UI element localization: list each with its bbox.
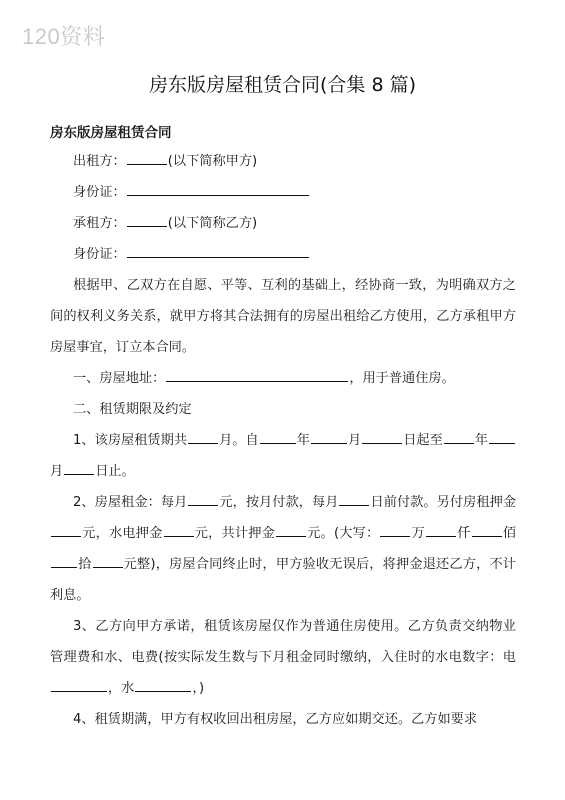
qian-blank[interactable] xyxy=(426,522,456,537)
address-blank[interactable] xyxy=(166,367,348,382)
id-line-2: 身份证： xyxy=(50,239,516,270)
id-blank-2[interactable] xyxy=(127,243,309,258)
watermark: 120资料 xyxy=(22,24,106,49)
lessee-line: 承租方： (以下简称乙方) xyxy=(50,208,516,239)
document-title: 房东版房屋租赁合同(合集 8 篇) xyxy=(149,74,416,96)
term-heading: 二、租赁期限及约定 xyxy=(73,402,192,417)
section-subtitle: 房东版房屋租赁合同 xyxy=(50,125,172,141)
clause-2: 2、房屋租金：每月 元，按月付款，每月 日前付款。另付房租押金元，水电押金 元，共计押金 元。(大写： 万 仟 佰拾 元整)，房屋合同终止时，甲方验收无误后，将押金退还乙方，不计利息。 xyxy=(50,487,516,611)
address-line: 一、房屋地址： ，用于普通住房。 xyxy=(50,363,516,394)
lessor-line: 出租方： (以下简称甲方) xyxy=(50,146,516,177)
months-blank[interactable] xyxy=(188,429,218,444)
lessee-blank[interactable] xyxy=(127,212,167,227)
bai-blank[interactable] xyxy=(472,522,502,537)
total-deposit-blank[interactable] xyxy=(276,522,306,537)
electric-blank[interactable] xyxy=(51,677,107,692)
document-body xyxy=(50,120,516,735)
rent-blank[interactable] xyxy=(188,491,218,506)
yuan-blank[interactable] xyxy=(93,553,123,568)
end-month-blank[interactable] xyxy=(489,429,515,444)
start-month-blank[interactable] xyxy=(311,429,347,444)
water-blank[interactable] xyxy=(135,677,191,692)
shi-blank[interactable] xyxy=(51,553,77,568)
pay-day-blank[interactable] xyxy=(339,491,369,506)
start-year-blank[interactable] xyxy=(260,429,296,444)
start-day-blank[interactable] xyxy=(362,429,402,444)
id-blank-1[interactable] xyxy=(127,181,309,196)
lessor-blank[interactable] xyxy=(127,150,167,165)
clause-4: 4、租赁期满，甲方有权收回出租房屋，乙方应如期交还。乙方如要求 xyxy=(73,712,478,727)
id-line-1: 身份证： xyxy=(50,177,516,208)
intro-paragraph: 根据甲、乙双方在自愿、平等、互利的基础上，经协商一致，为明确双方之间的权利义务关系，就甲方将其合法拥有的房屋出租给乙方使用，乙方承租甲方房屋事宜，订立本合同。 xyxy=(50,278,516,355)
clause-1: 1、该房屋租赁期共 月。自 年 月 日起至 年月 日止。 xyxy=(50,425,516,487)
wan-blank[interactable] xyxy=(380,522,410,537)
end-day-blank[interactable] xyxy=(64,460,94,475)
rent-deposit-blank[interactable] xyxy=(51,522,81,537)
end-year-blank[interactable] xyxy=(444,429,474,444)
utility-deposit-blank[interactable] xyxy=(164,522,194,537)
clause-3: 3、乙方向甲方承诺，租赁该房屋仅作为普通住房使用。乙方负责交纳物业管理费和水、电费(按实际发生数与下月租金同时缴纳，入住时的水电数字：电，水 ，) xyxy=(50,619,516,696)
